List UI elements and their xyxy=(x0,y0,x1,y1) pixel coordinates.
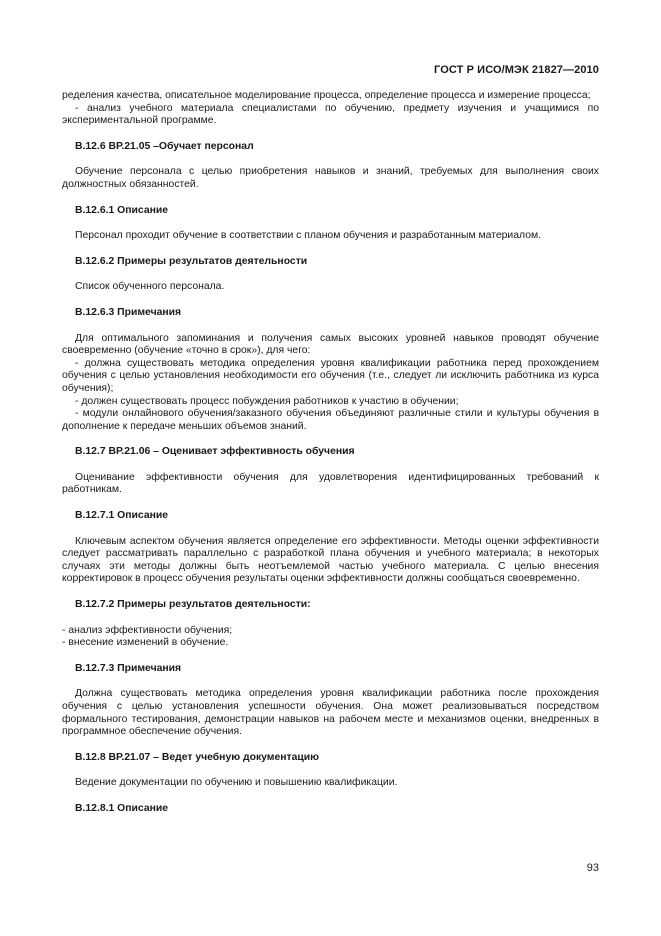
spacer xyxy=(62,459,599,472)
spacer xyxy=(62,739,599,752)
spacer xyxy=(62,153,599,166)
section-heading: В.12.6.2 Примеры результатов деятельности xyxy=(75,255,308,267)
paragraph: - должен существовать процесс побуждения работников к участию в обучении; xyxy=(75,395,459,407)
spacer xyxy=(62,217,599,230)
spacer xyxy=(62,433,599,446)
spacer xyxy=(62,268,599,281)
section-heading: В.12.6 ВР.21.05 –Обучает персонал xyxy=(75,140,254,152)
paragraph: Список обученного персонала. xyxy=(75,281,225,293)
section-heading: В.12.8 ВР.21.07 – Ведет учебную документацию xyxy=(75,751,320,763)
spacer xyxy=(62,523,599,536)
spacer xyxy=(62,497,599,510)
spacer xyxy=(62,192,599,205)
paragraph: Должна существовать методика определения уровня квалификации работника после прохождения обучения с целью установления успешности обучения. Она может реализовываться посредством формального тестирования, демонстрации навыков на рабочем месте и механизмов оценки, внедренных в программное обеспечение обучения. xyxy=(62,688,599,738)
paragraph: Персонал проходит обучение в соответствии с планом обучения и разработанным материалом. xyxy=(75,230,542,242)
spacer xyxy=(62,320,599,333)
section-heading: В.12.7.3 Примечания xyxy=(75,662,182,674)
paragraph: Обучение персонала с целью приобретения навыков и знаний, требуемых для выполнения своих должностных обязанностей. xyxy=(62,166,599,190)
paragraph: - модули онлайнового обучения/заказного обучения объединяют различные стили и культуры обучения в дополнение к передаче меньших объемов знаний. xyxy=(62,408,599,432)
spacer xyxy=(62,612,599,625)
page-number: 93 xyxy=(586,862,599,874)
spacer xyxy=(62,128,599,141)
paragraph: - внесение изменений в обучение. xyxy=(62,637,229,649)
document-header: ГОСТ Р ИСО/МЭК 21827—2010 xyxy=(434,64,599,76)
section-heading: В.12.6.3 Примечания xyxy=(75,306,182,318)
section-heading: В.12.6.1 Описание xyxy=(75,204,169,216)
spacer xyxy=(62,294,599,307)
section-heading: В.12.7 ВР.21.06 – Оценивает эффективность обучения xyxy=(75,446,355,458)
section-heading: В.12.7.1 Описание xyxy=(75,510,169,522)
section-heading: В.12.8.1 Описание xyxy=(75,802,169,814)
document-body xyxy=(62,90,599,816)
paragraph: Для оптимального запоминания и получения самых высоких уровней навыков проводят обучение своевременно (обучение «точно в срок»), для чего: xyxy=(62,332,599,357)
paragraph: - анализ эффективности обучения; xyxy=(62,624,233,636)
paragraph: - должна существовать методика определения уровня квалификации работника перед прохождением обучения с целью установления необходимости его обучения (т.е., следует ли исключить работника из курса обучения); xyxy=(62,357,599,394)
spacer xyxy=(62,790,599,803)
paragraph: Ключевым аспектом обучения является определение его эффективности. Методы оценки эффективности следует рассматривать параллельно с разработкой плана обучения и учебного материала; в некоторых случаях эти методы должны быть неотъемлемой частью учебного материала. С целью внесения корректировок в процесс обучения результаты оценки эффективности должны сообщаться своевременно. xyxy=(62,535,599,585)
spacer xyxy=(62,586,599,599)
paragraph: ределения качества, описательное моделирование процесса, определение процесса и измерение процесса; xyxy=(62,90,591,101)
spacer xyxy=(62,243,599,256)
spacer xyxy=(62,764,599,777)
paragraph: Оценивание эффективности обучения для удовлетворения идентифицированных требований к работникам. xyxy=(62,471,599,496)
paragraph: Ведение документации по обучению и повышению квалификации. xyxy=(75,777,398,789)
paragraph: - анализ учебного материала специалистами по обучению, предмету изучения и учащимися по экспериментальной программе. xyxy=(62,102,599,127)
spacer xyxy=(62,650,599,663)
section-heading: В.12.7.2 Примеры результатов деятельности: xyxy=(75,599,311,611)
spacer xyxy=(62,675,599,688)
